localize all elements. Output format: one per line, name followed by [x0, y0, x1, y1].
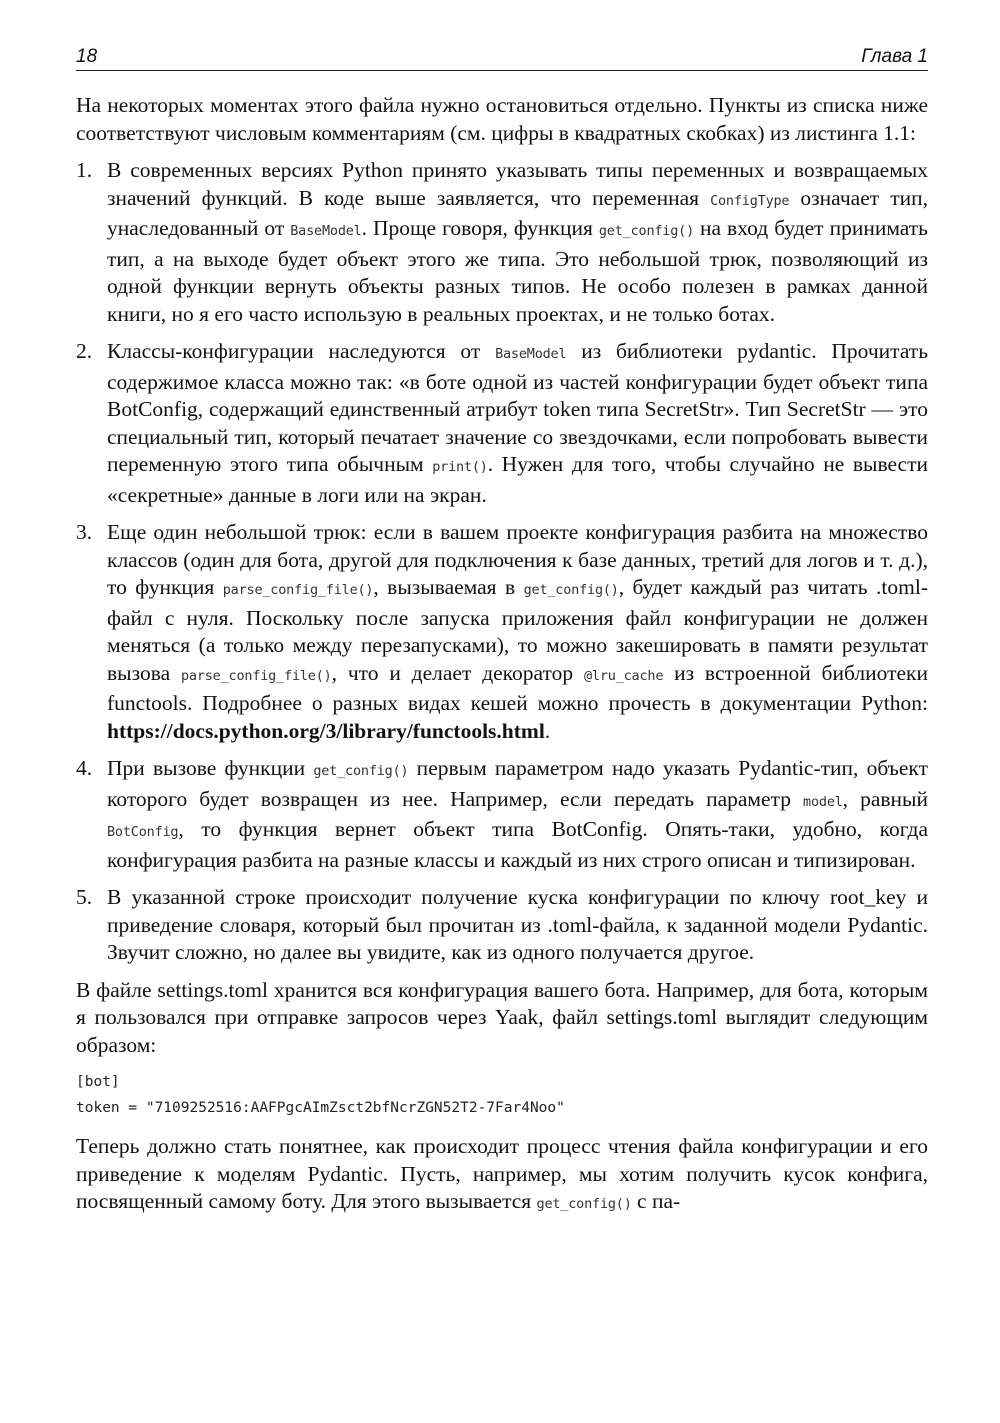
item-text: , будет каждый раз читать .toml-файл с нуля. Поскольку после запуска приложения файл конфигурации не должен меняться (а только между перезапусками), то можно закешировать в памяти результат вызова	[107, 575, 928, 685]
item-text: на вход будет принимать тип, а на выходе будет объект этого же типа. Это небольшой трюк, позволяющий из одной функции вернуть объекты разных типов. Не особо полезен в рамках данной книги, но я его часто использую в реальных проектах, и не только ботах.	[107, 216, 928, 326]
item-text: Классы-конфигурации наследуются от	[107, 339, 496, 363]
paragraph-text: с па-	[631, 1189, 681, 1213]
item-text: . Нужен для того, чтобы случайно не вывести «секретные» данные в логи или на экран.	[107, 452, 928, 507]
page-number: 18	[76, 46, 98, 67]
item-text: , равный	[842, 786, 928, 811]
code-inline: parse_config_file()	[222, 582, 374, 598]
paragraph-text: Теперь должно стать понятнее, как происходит процесс чтения файла конфигурации и его приведение к моделям Pydantic. Пусть, например, мы хотим получить кусок конфига, посвященный самому боту. Для этого вызывается	[76, 1134, 928, 1213]
code-inline: @lru_cache	[583, 667, 664, 684]
settings-paragraph: В файле settings.toml хранится вся конфигурация вашего бота. Например, для бота, которым я пользовался при отправке запросов через Yaak, файл settings.toml выглядит следующим образом:	[76, 977, 928, 1057]
list-item	[76, 884, 928, 967]
list-item	[76, 338, 928, 509]
list-number: 2.	[76, 339, 93, 363]
closing-paragraph	[76, 1133, 928, 1219]
item-text: первым параметром надо указать Pydantic-тип, объект которого будет возвращен из нее. Например, если передать параметр	[107, 756, 928, 811]
code-inline: get_config()	[598, 223, 695, 239]
code-listing	[76, 1069, 928, 1121]
list-number: 5.	[76, 885, 93, 909]
code-inline: BotConfig	[107, 824, 179, 840]
item-text: Еще один небольшой трюк: если в вашем проекте конфигурация разбита на множество классов (один для бота, другой для подключения к базе данных, третий для логов и т. д.), то функция	[107, 520, 928, 599]
item-text: из библиотеки pydantic. Прочитать содержимое класса можно так: «в боте одной из частей конфигурации будет объект типа BotConfig, содержащий единственный атрибут token типа SecretStr». Тип SecretStr — это специальный тип, который печатает значение со звездочками, если попробовать вывести переменную этого типа обычным	[107, 339, 929, 476]
item-text: означает тип, унаследованный от	[107, 185, 928, 240]
item-text: В указанной строке происходит получение куска конфигурации по ключу root_key и приведение словаря, который был прочитан из .toml-файла, к заданной модели Pydantic. Звучит сложно, но далее вы увидите, как из одного получается другое.	[107, 885, 928, 964]
code-inline: get_config()	[523, 582, 619, 598]
code-inline: BaseModel	[290, 223, 362, 239]
list-item	[76, 519, 928, 745]
item-text: , что и делает декоратор	[331, 660, 584, 685]
code-inline: get_config()	[313, 763, 409, 779]
docs-link[interactable]: https://docs.python.org/3/​library/functools.html	[107, 718, 545, 743]
code-inline: ConfigType	[710, 192, 790, 209]
item-text: .	[544, 718, 551, 743]
list-number: 3.	[76, 520, 93, 544]
intro-paragraph: На некоторых моментах этого файла нужно остановиться отдельно. Пункты из списка ниже соответствуют числовым комментариям (см. цифры в квадратных скобках) из листинга 1.1:	[76, 93, 928, 145]
page-body	[76, 92, 928, 1229]
item-text: , вызываемая в	[373, 575, 524, 599]
item-text: , то функция вернет объект типа BotConfig. Опять-таки, удобно, когда конфигурация разбита на разные классы и каждый из них строго описан и типизирован.	[107, 817, 928, 872]
code-line: [bot]	[76, 1074, 120, 1090]
numbered-list	[76, 157, 928, 967]
item-text: из встроенной библиотеки functools. Подробнее о разных видах кешей можно прочесть в документации Python:	[107, 660, 928, 715]
list-item	[76, 157, 928, 328]
code-line: token = "7109252516:AAFPgcAImZsct2bfNcrZGN52T2-7Far4Noo"	[76, 1100, 565, 1116]
list-item	[76, 755, 928, 874]
code-inline: BaseModel	[495, 346, 567, 362]
page-header	[76, 44, 928, 71]
item-text: . Проще говоря, функция	[361, 216, 599, 240]
code-inline: get_config()	[536, 1196, 632, 1212]
item-text: В современных версиях Python принято указывать типы переменных и возвращаемых значений функций. В коде выше заявляется, что переменная	[107, 158, 928, 210]
item-text: При вызове функции	[107, 756, 314, 780]
code-inline: print()	[432, 459, 488, 475]
code-inline: model	[803, 793, 843, 810]
list-number: 1.	[76, 158, 93, 182]
list-number: 4.	[76, 756, 93, 780]
code-inline: parse_config_file()	[180, 667, 332, 684]
chapter-title: Глава 1	[861, 46, 928, 67]
